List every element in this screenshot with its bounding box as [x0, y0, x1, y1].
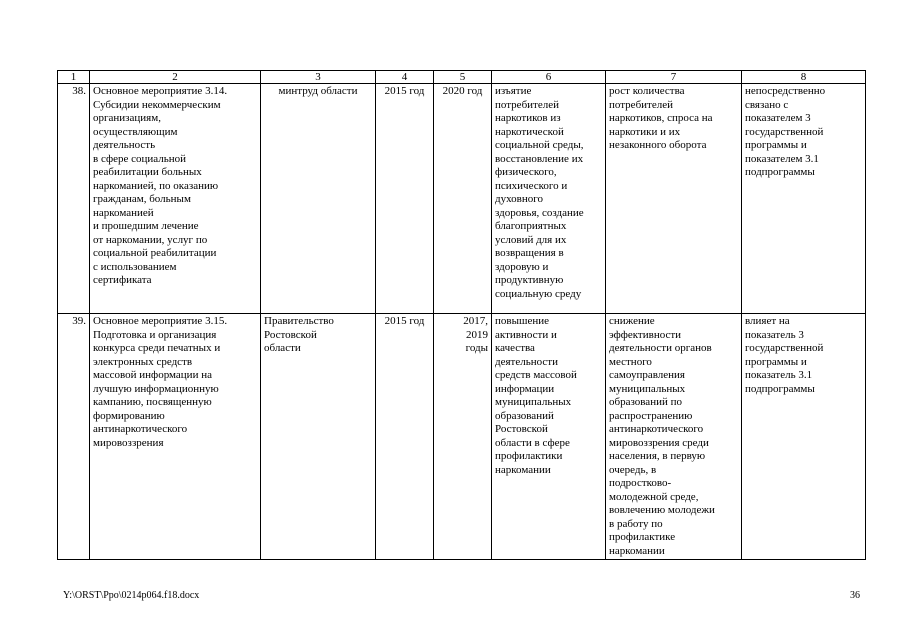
measure-cell: Основное мероприятие 3.14. Субсидии некоммерческим организациям, осуществляющим деятельность в сфере социальной реабилитации больных наркоманией, по оказанию гражданам, больным наркоманией и прошедшим лечение от наркомании, услуг по социальной реабилитации с использованием сертификата: [90, 84, 261, 314]
header-col-4: 4: [376, 71, 434, 84]
header-col-2: 2: [90, 71, 261, 84]
end-year-cell: 2017, 2019 годы: [434, 314, 492, 560]
header-col-8: 8: [742, 71, 866, 84]
expected-result-cell: повышение активности и качества деятельности средств массовой информации муниципальных образований Ростовской области в сфере профилактики наркомании: [492, 314, 606, 560]
row-number: 39.: [58, 314, 90, 560]
row-number: 38.: [58, 84, 90, 314]
executor-cell: минтруд области: [261, 84, 376, 314]
relation-cell: влияет на показатель 3 государственной программы и показатель 3.1 подпрограммы: [742, 314, 866, 560]
measures-table: [57, 70, 866, 560]
footer-file-path: Y:\ORST\Ppo\0214p064.f18.docx: [63, 590, 200, 601]
end-year-cell: 2020 год: [434, 84, 492, 314]
header-col-7: 7: [606, 71, 742, 84]
header-col-1: 1: [58, 71, 90, 84]
executor-cell: Правительство Ростовской области: [261, 314, 376, 560]
start-year-cell: 2015 год: [376, 314, 434, 560]
header-col-3: 3: [261, 71, 376, 84]
table-row: [58, 84, 866, 314]
consequences-cell: рост количества потребителей наркотиков, спроса на наркотики и их незаконного оборота: [606, 84, 742, 314]
header-col-5: 5: [434, 71, 492, 84]
header-col-6: 6: [492, 71, 606, 84]
start-year-cell: 2015 год: [376, 84, 434, 314]
table-row: [58, 314, 866, 560]
consequences-cell: снижение эффективности деятельности органов местного самоуправления муниципальных образований по распространению антинаркотического мировоззрения среди населения, в первую очередь, в подростково- молодежной среде, вовлечению молодежи в работу по профилактике наркомании: [606, 314, 742, 560]
relation-cell: непосредственно связано с показателем 3 государственной программы и показателем 3.1 подпрограммы: [742, 84, 866, 314]
page-number: 36: [850, 590, 860, 601]
expected-result-cell: изъятие потребителей наркотиков из наркотической социальной среды, восстановление их физического, психического и духовного здоровья, создание благоприятных условий для их возвращения в здоровую и продуктивную социальную среду: [492, 84, 606, 314]
measure-cell: Основное мероприятие 3.15. Подготовка и организация конкурса среди печатных и электронных средств массовой информации на лучшую информационную кампанию, посвященную формированию антинаркотического мировоззрения: [90, 314, 261, 560]
header-row: [58, 71, 866, 84]
